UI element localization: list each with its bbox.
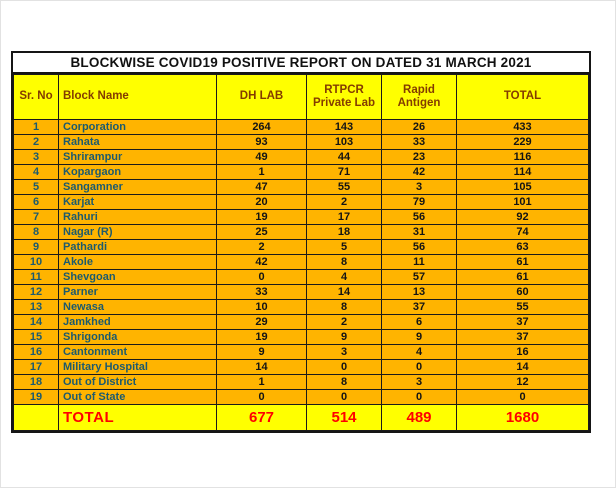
cell-total: 74 [457, 225, 589, 240]
cell-rtpcr-private-lab: 8 [307, 375, 382, 390]
cell-dh-lab: 42 [217, 255, 307, 270]
cell-block-name: Rahata [59, 135, 217, 150]
table-row [14, 345, 589, 360]
cell-sr-no: 11 [14, 270, 59, 285]
table-row [14, 165, 589, 180]
cell-sr-no: 1 [14, 120, 59, 135]
cell-sr-no: 19 [14, 390, 59, 405]
cell-dh-lab: 0 [217, 270, 307, 285]
cell-dh-lab: 10 [217, 300, 307, 315]
cell-rapid-antigen: 6 [382, 315, 457, 330]
cell-rapid-antigen: 31 [382, 225, 457, 240]
cell-sr-no: 16 [14, 345, 59, 360]
cell-sr-no: 18 [14, 375, 59, 390]
cell-dh-lab: 93 [217, 135, 307, 150]
report-title: BLOCKWISE COVID19 POSITIVE REPORT ON DATED 31 MARCH 2021 [13, 53, 589, 74]
cell-rtpcr-private-lab: 143 [307, 120, 382, 135]
total-rapid-antigen: 489 [382, 405, 457, 431]
table-row [14, 120, 589, 135]
column-header-rtpcr-private-lab: RTPCR Private Lab [307, 75, 382, 120]
cell-sr-no: 14 [14, 315, 59, 330]
cell-rapid-antigen: 42 [382, 165, 457, 180]
column-header-total: TOTAL [457, 75, 589, 120]
cell-block-name: Cantonment [59, 345, 217, 360]
table-row [14, 300, 589, 315]
cell-dh-lab: 47 [217, 180, 307, 195]
table-row [14, 240, 589, 255]
cell-rtpcr-private-lab: 3 [307, 345, 382, 360]
column-header-rapid-antigen: Rapid Antigen [382, 75, 457, 120]
total-row-label: TOTAL [59, 405, 217, 431]
cell-dh-lab: 33 [217, 285, 307, 300]
cell-total: 116 [457, 150, 589, 165]
cell-rtpcr-private-lab: 103 [307, 135, 382, 150]
cell-rapid-antigen: 11 [382, 255, 457, 270]
cell-block-name: Jamkhed [59, 315, 217, 330]
table-row [14, 195, 589, 210]
cell-dh-lab: 19 [217, 330, 307, 345]
cell-dh-lab: 20 [217, 195, 307, 210]
cell-rtpcr-private-lab: 0 [307, 360, 382, 375]
cell-sr-no: 2 [14, 135, 59, 150]
cell-rtpcr-private-lab: 2 [307, 195, 382, 210]
cell-sr-no: 17 [14, 360, 59, 375]
cell-total: 114 [457, 165, 589, 180]
table-body [14, 120, 589, 405]
cell-total: 105 [457, 180, 589, 195]
cell-rapid-antigen: 0 [382, 360, 457, 375]
cell-rtpcr-private-lab: 44 [307, 150, 382, 165]
cell-total: 12 [457, 375, 589, 390]
cell-block-name: Nagar (R) [59, 225, 217, 240]
cell-rapid-antigen: 79 [382, 195, 457, 210]
cell-dh-lab: 14 [217, 360, 307, 375]
cell-dh-lab: 1 [217, 165, 307, 180]
table-row [14, 330, 589, 345]
cell-dh-lab: 25 [217, 225, 307, 240]
cell-total: 92 [457, 210, 589, 225]
cell-rapid-antigen: 0 [382, 390, 457, 405]
cell-rtpcr-private-lab: 71 [307, 165, 382, 180]
cell-total: 229 [457, 135, 589, 150]
cell-dh-lab: 1 [217, 375, 307, 390]
cell-total: 55 [457, 300, 589, 315]
cell-rtpcr-private-lab: 4 [307, 270, 382, 285]
cell-block-name: Shevgoan [59, 270, 217, 285]
cell-rtpcr-private-lab: 8 [307, 300, 382, 315]
cell-total: 0 [457, 390, 589, 405]
cell-total: 14 [457, 360, 589, 375]
table-row [14, 375, 589, 390]
cell-rapid-antigen: 26 [382, 120, 457, 135]
cell-block-name: Out of District [59, 375, 217, 390]
table-row [14, 135, 589, 150]
header-row [14, 75, 589, 120]
cell-block-name: Parner [59, 285, 217, 300]
column-header-block-name: Block Name [59, 75, 217, 120]
cell-rtpcr-private-lab: 2 [307, 315, 382, 330]
cell-rapid-antigen: 56 [382, 210, 457, 225]
table-row [14, 285, 589, 300]
cell-rtpcr-private-lab: 14 [307, 285, 382, 300]
cell-dh-lab: 2 [217, 240, 307, 255]
report-table [13, 74, 589, 431]
cell-block-name: Shrirampur [59, 150, 217, 165]
table-row [14, 255, 589, 270]
cell-block-name: Newasa [59, 300, 217, 315]
cell-dh-lab: 0 [217, 390, 307, 405]
cell-rapid-antigen: 33 [382, 135, 457, 150]
table-row [14, 150, 589, 165]
cell-sr-no: 13 [14, 300, 59, 315]
cell-block-name: Sangamner [59, 180, 217, 195]
cell-total: 16 [457, 345, 589, 360]
cell-rapid-antigen: 4 [382, 345, 457, 360]
cell-rtpcr-private-lab: 5 [307, 240, 382, 255]
cell-sr-no: 15 [14, 330, 59, 345]
table-row [14, 180, 589, 195]
cell-rtpcr-private-lab: 18 [307, 225, 382, 240]
cell-sr-no: 6 [14, 195, 59, 210]
cell-block-name: Pathardi [59, 240, 217, 255]
cell-rapid-antigen: 3 [382, 375, 457, 390]
cell-sr-no: 9 [14, 240, 59, 255]
cell-rapid-antigen: 9 [382, 330, 457, 345]
cell-dh-lab: 19 [217, 210, 307, 225]
cell-total: 37 [457, 315, 589, 330]
table-row [14, 210, 589, 225]
report-table-container [11, 51, 591, 433]
cell-sr-no: 7 [14, 210, 59, 225]
cell-rtpcr-private-lab: 0 [307, 390, 382, 405]
cell-dh-lab: 49 [217, 150, 307, 165]
cell-rtpcr-private-lab: 17 [307, 210, 382, 225]
cell-rapid-antigen: 3 [382, 180, 457, 195]
cell-rtpcr-private-lab: 8 [307, 255, 382, 270]
cell-dh-lab: 9 [217, 345, 307, 360]
cell-block-name: Shrigonda [59, 330, 217, 345]
cell-block-name: Corporation [59, 120, 217, 135]
cell-sr-no: 10 [14, 255, 59, 270]
cell-total: 61 [457, 270, 589, 285]
total-row [14, 405, 589, 431]
table-row [14, 390, 589, 405]
total-dh-lab: 677 [217, 405, 307, 431]
cell-block-name: Karjat [59, 195, 217, 210]
cell-total: 101 [457, 195, 589, 210]
cell-block-name: Out of State [59, 390, 217, 405]
cell-sr-no: 8 [14, 225, 59, 240]
cell-total: 37 [457, 330, 589, 345]
cell-dh-lab: 29 [217, 315, 307, 330]
cell-block-name: Military Hospital [59, 360, 217, 375]
table-footer [14, 405, 589, 431]
table-row [14, 360, 589, 375]
column-header-dh-lab: DH LAB [217, 75, 307, 120]
cell-block-name: Akole [59, 255, 217, 270]
total-row-empty-cell [14, 405, 59, 431]
cell-sr-no: 5 [14, 180, 59, 195]
cell-sr-no: 3 [14, 150, 59, 165]
cell-block-name: Rahuri [59, 210, 217, 225]
cell-total: 63 [457, 240, 589, 255]
cell-sr-no: 4 [14, 165, 59, 180]
cell-rtpcr-private-lab: 9 [307, 330, 382, 345]
table-row [14, 270, 589, 285]
cell-sr-no: 12 [14, 285, 59, 300]
total-rtpcr: 514 [307, 405, 382, 431]
cell-rapid-antigen: 37 [382, 300, 457, 315]
table-row [14, 315, 589, 330]
cell-block-name: Kopargaon [59, 165, 217, 180]
cell-rapid-antigen: 23 [382, 150, 457, 165]
cell-rtpcr-private-lab: 55 [307, 180, 382, 195]
cell-rapid-antigen: 57 [382, 270, 457, 285]
table-header [14, 75, 589, 120]
cell-total: 433 [457, 120, 589, 135]
cell-total: 60 [457, 285, 589, 300]
cell-dh-lab: 264 [217, 120, 307, 135]
column-header-sr-no: Sr. No [14, 75, 59, 120]
cell-rapid-antigen: 56 [382, 240, 457, 255]
cell-total: 61 [457, 255, 589, 270]
total-grand: 1680 [457, 405, 589, 431]
table-row [14, 225, 589, 240]
cell-rapid-antigen: 13 [382, 285, 457, 300]
